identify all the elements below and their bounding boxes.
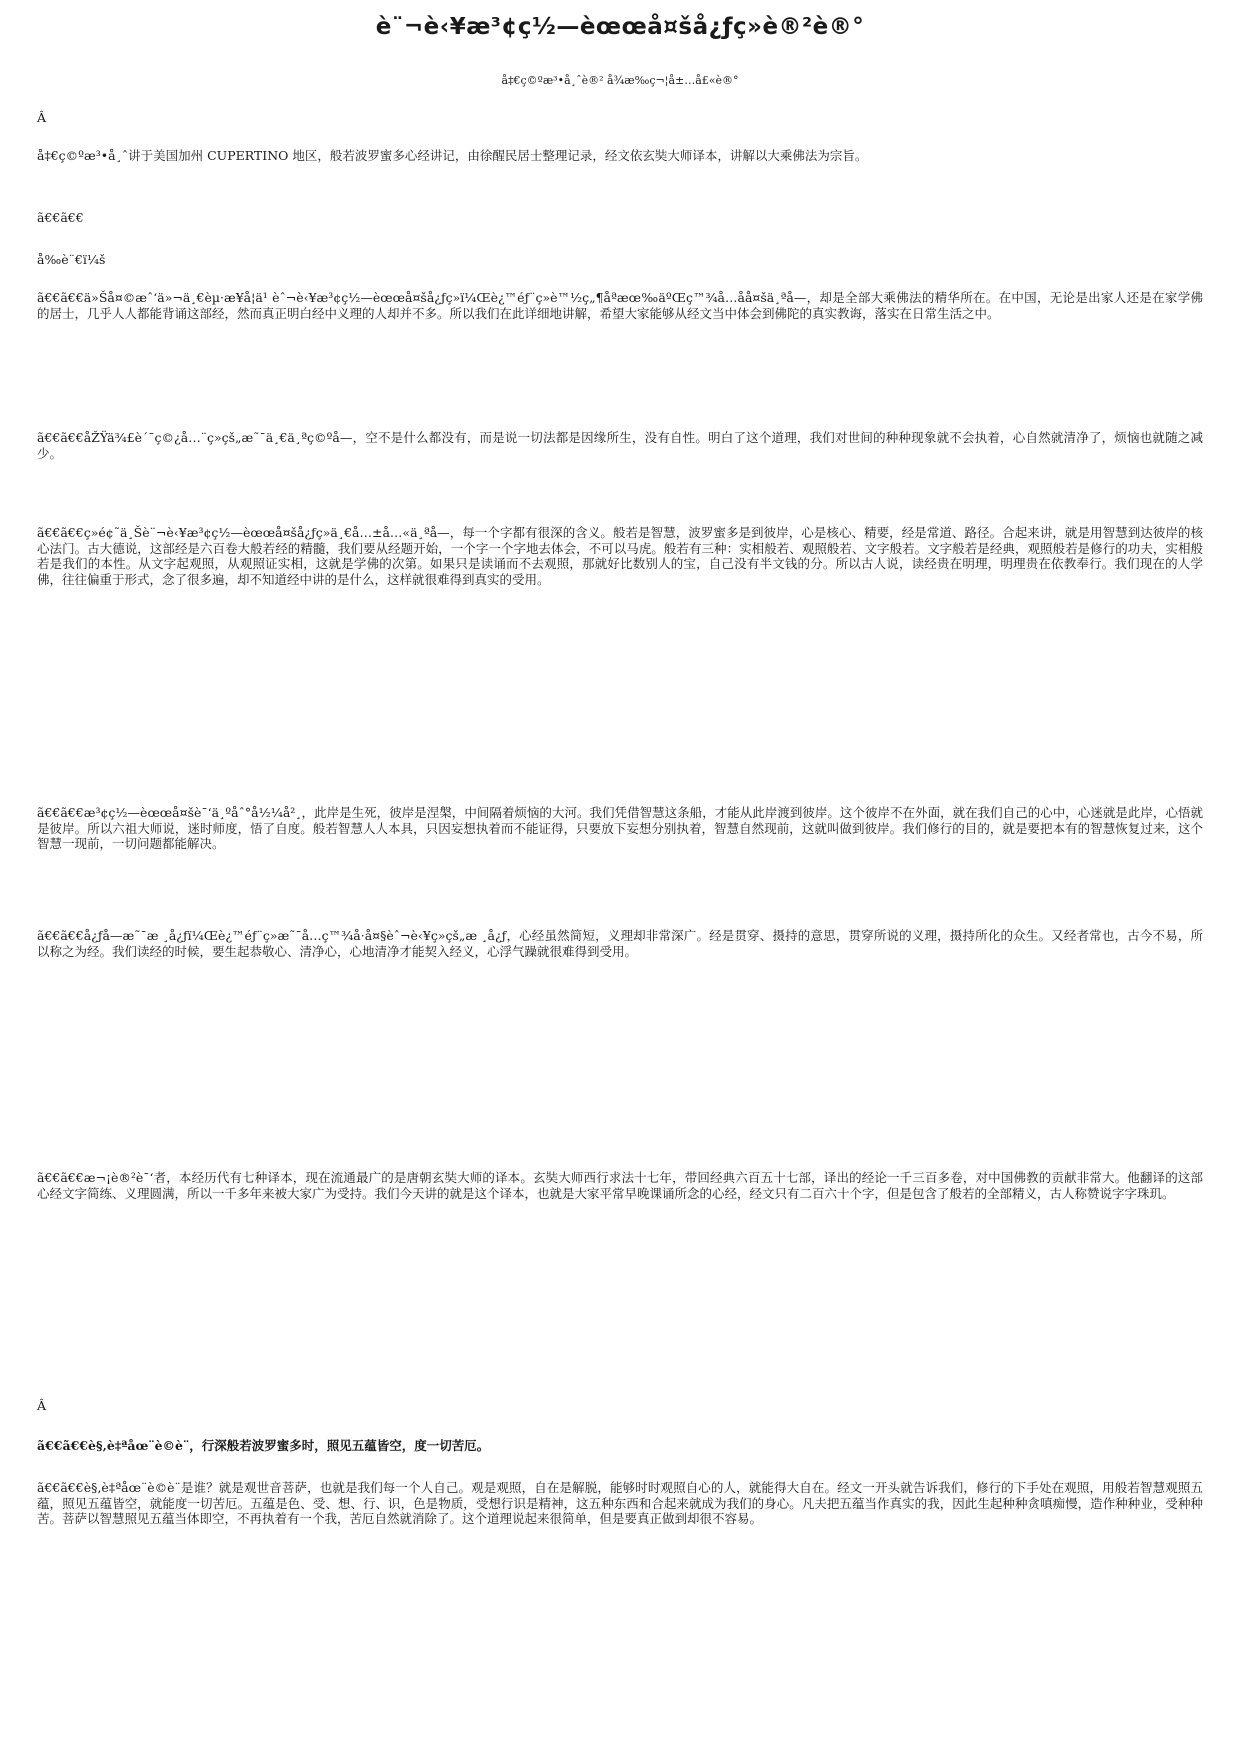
separator-line: ã€€ã€€	[37, 210, 84, 225]
paragraph-4: ã€€ã€€ç»é¢˜ä¸Šè¨¬è‹¥æ³¢ç½—èœœå¤šå¿ƒç»ä¸€å…±å…«ä¸ªå—，每一个字都有很深的含义。般若是智慧，波罗蜜多是到彼岸，心是核心、精要，经是常道、路径。合起来讲，就是用智慧到达彼岸的核心法门。古大德说，这部经是六百卷大般若经的精髓，我们要从经题开始，一个字一个字地去体会，不可以马虎。般若有三种：实相般若、观照般若、文字般若。文字般若是经典，观照般若是修行的功夫，实相般若是我们的本性。从文字起观照，从观照证实相，这就是学佛的次第。如果只是读诵而不去观照，那就好比数别人的宝，自己没有半文钱的分。所以古人说，读经贵在明理，明理贵在依教奉行。我们现在的人学佛，往往偏重于形式，念了很多遍，却不知道经中讲的是什么，这样就很难得到真实的受用。	[37, 525, 1203, 587]
paragraph-3: ã€€ã€€åŽŸä¾£è´¯ç©¿å…¨ç»çš„æ˜¯ä¸€ä¸ªç©ºå—，空不是什么都没有，而是说一切法都是因缘所生，没有自性。明白了这个道理，我们对世间的种种现象就不会执着，心自然就清净了，烦恼也就随之减少。	[37, 430, 1203, 461]
marker-2: Â	[37, 1398, 47, 1413]
paragraph-8: ã€€ã€€è§‚è‡ªåœ¨è©è¨是谁？就是观世音菩萨，也就是我们每一个人自己。观是观照，自在是解脱，能够时时观照自心的人，就能得大自在。经文一开头就告诉我们，修行的下手处在观照，用般若智慧观照五蕴，照见五蕴皆空，就能度一切苦厄。五蕴是色、受、想、行、识，色是物质，受想行识是精神，这五种东西和合起来就成为我们的身心。凡夫把五蕴当作真实的我，因此生起种种贪嗔痴慢，造作种种业，受种种苦。菩萨以智慧照见五蕴当体即空，不再执着有一个我，苦厄自然就消除了。这个道理说起来很简单，但是要真正做到却很不容易。	[37, 1480, 1203, 1527]
document-title: è¨¬è‹¥æ³¢ç½—èœœå¤šå¿ƒç»è®²è®°	[375, 14, 865, 40]
paragraph-1: å‡€ç©ºæ³•å¸ˆ讲于美国加州 CUPERTINO 地区，般若波罗蜜多心经讲记，由徐醒民居士整理记录，经文依玄奘大师译本，讲解以大乘佛法为宗旨。	[37, 148, 868, 163]
heading-sutra-verse: ã€€ã€€è§‚è‡ªåœ¨è©è¨，行深般若波罗蜜多时，照见五蕴皆空，度一切苦厄。	[37, 1438, 490, 1453]
marker-1: Â	[37, 110, 47, 125]
paragraph-5: ã€€ã€€æ³¢ç½—èœœå¤šè¯‘ä¸ºåˆ°å½¼å²¸，此岸是生死，彼岸是涅槃，中间隔着烦恼的大河。我们凭借智慧这条船，才能从此岸渡到彼岸。这个彼岸不在外面，就在我们自己的心中，心迷就是此岸，心悟就是彼岸。所以六祖大师说，迷时师度，悟了自度。般若智慧人人本具，只因妄想执着而不能证得，只要放下妄想分别执着，智慧自然现前，这就叫做到彼岸。我们修行的目的，就是要把本有的智慧恢复过来，这个智慧一现前，一切问题都能解决。	[37, 805, 1203, 852]
document-subtitle: å‡€ç©ºæ³•å¸ˆè®² å¾æ‰ç¬¦å±…å£«è®°	[501, 74, 739, 87]
paragraph-7: ã€€ã€€æ¬¡è®²è¯‘者，本经历代有七种译本，现在流通最广的是唐朝玄奘大师的译本。玄奘大师西行求法十七年，带回经典六百五十七部，译出的经论一千三百多卷，对中国佛教的贡献非常大。他翻译的这部心经文字简练、义理圆满，所以一千多年来被大家广为受持。我们今天讲的就是这个译本，也就是大家平常早晚课诵所念的心经，经文只有二百六十个字，但是包含了般若的全部精义，古人称赞说字字珠玑。	[37, 1170, 1203, 1201]
heading-preface: å‰è¨€ï¼š	[37, 252, 106, 267]
paragraph-2: ã€€ã€€ä»Šå¤©æˆ‘ä»¬ä¸€èµ·æ¥å¦ä¹ èˆ¬è‹¥æ³¢ç½—èœœå¤šå¿ƒç»ï¼Œè¿™éƒ¨ç»è™½ç„¶åªæœ‰äºŒç™¾å…åå¤šä¸ªå—，却是全部大乘佛法的精华所在。在中国，无论是出家人还是在家学佛的居士，几乎人人都能背诵这部经，然而真正明白经中义理的人却并不多。所以我们在此详细地讲解，希望大家能够从经文当中体会到佛陀的真实教诲，落实在日常生活之中。	[37, 290, 1203, 321]
paragraph-6: ã€€ã€€å¿ƒå—æ˜¯æ ¸å¿ƒï¼Œè¿™éƒ¨ç»æ˜¯å…ç™¾å·å¤§èˆ¬è‹¥ç»çš„æ ¸å¿ƒ，心经虽然简短，义理却非常深广。经是贯穿、摄持的意思，贯穿所说的义理，摄持所化的众生。又经者常也，古今不易，所以称之为经。我们读经的时候，要生起恭敬心、清净心，心地清净才能契入经义，心浮气躁就很难得到受用。	[37, 928, 1203, 959]
